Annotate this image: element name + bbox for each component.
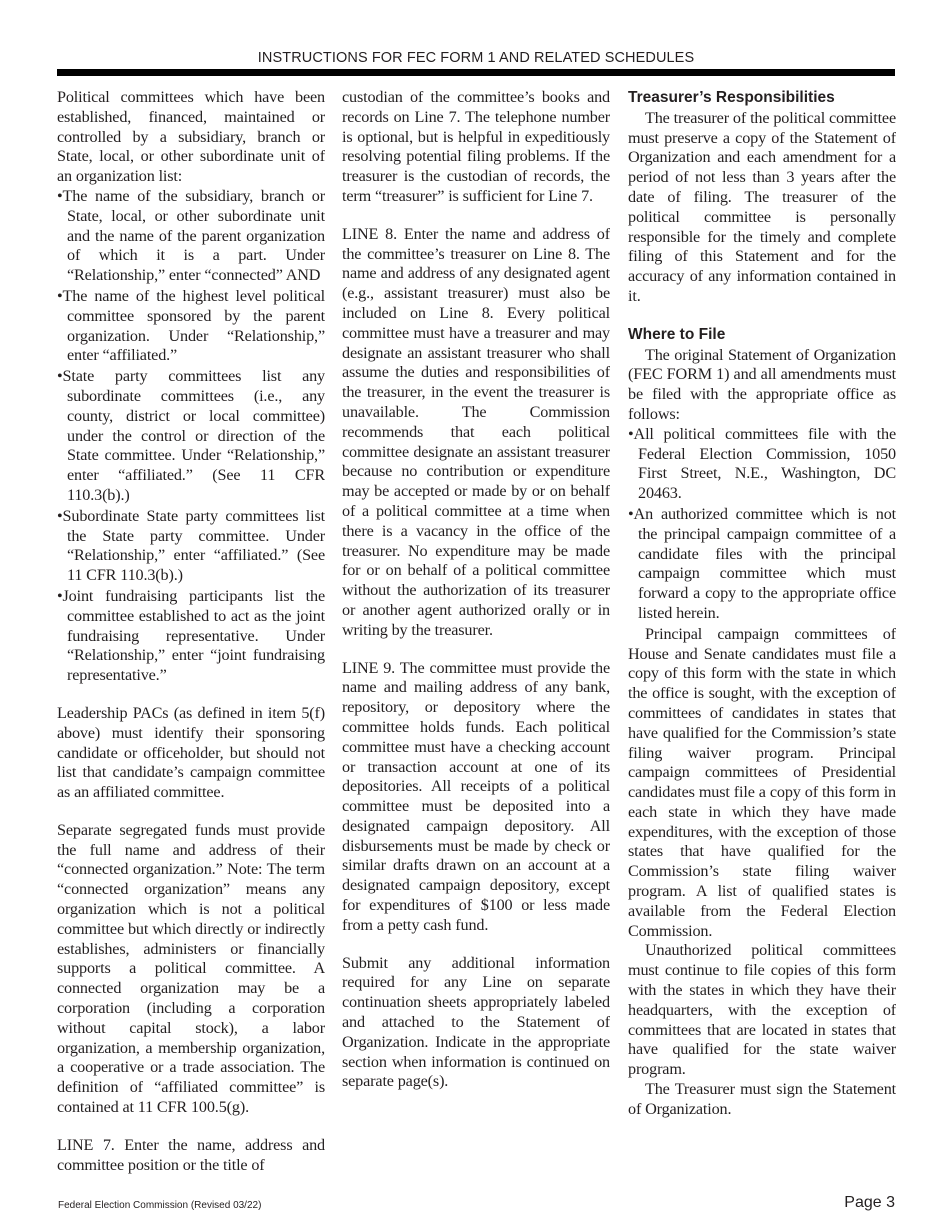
section-heading: Treasurer’s Responsibilities	[628, 89, 835, 106]
list-item: • All political committees file with the Federal Election Commission, 1050 First Street, N.E., Washington, DC 20463.	[628, 425, 896, 504]
footer-publisher: Federal Election Commission (Revised 03/22)	[58, 1200, 262, 1211]
list-item: • The name of the highest level political committee sponsored by the parent organization. Under “Relationship,” enter “affiliated.”	[57, 287, 325, 366]
list-item: • State party committees list any subordinate committees (i.e., any county, district or local committee) under the control or direction of the State committee. Under “Relationship,” enter “affiliated.” (See 11 CFR 110.3(b).)	[57, 367, 325, 506]
section-heading: Where to File	[628, 325, 726, 343]
header-rule	[57, 69, 895, 76]
column-3	[628, 88, 896, 1120]
paragraph: Principal campaign committees of House and Senate candidates must file a copy of this form with the state in which the office is sought, with the exception of committees of candidates in states that have qualified for the Commission’s state filing waiver program. Principal campaign committees of Presidential candidates must file a copy of this form in each state in which they have made expenditures, with the exception of those states that have qualified for the Commission’s state filing waiver program. A list of qualified states is available from the Federal Election Commission.	[628, 624, 896, 940]
paragraph: The treasurer of the political committee must preserve a copy of the Statement of Organization and each amendment for a period of not less than 3 years after the date of filing. The treasurer of the political committee is personally responsible for the timely and complete filing of this Statement and for the accuracy of any information contained in it.	[628, 108, 896, 305]
paragraph: Political committees which have been established, financed, maintained or controlled by a subsidiary, branch or State, local, or other subordinate unit of an organization list:	[57, 88, 325, 186]
paragraph: LINE 8. Enter the name and address of the committee’s treasurer on Line 8. The name and address of any designated agent (e.g., assistant treasurer) must also be included on Line 8. Every political committee must have a treasurer and may designate an assistant treasurer who shall assume the duties and responsibilities of the treasurer, in the event the treasurer is unavailable. The Commission recommends that each political committee designate an assistant treasurer because no contribution or expenditure may be accepted or made by or on behalf of a political committee at a time when there is a vacancy in the office of the treasurer. No expenditure may be made for or on behalf of a political committee without the authorization of its treasurer or another agent authorized orally or in writing by the treasurer.	[342, 224, 610, 639]
paragraph: The Treasurer must sign the Statement of Organization.	[628, 1080, 896, 1118]
list-item: • The name of the subsidiary, branch or State, local, or other subordinate unit and the name of the parent organization of which it is a part. Under “Relationship,” enter “connected” AND	[57, 187, 325, 286]
bullet-list	[57, 187, 325, 686]
column-1	[57, 88, 325, 1182]
paragraph: LINE 7. Enter the name, address and committee position or the title of	[57, 1135, 325, 1174]
paragraph: Separate segregated funds must provide the full name and address of their “connected organization.” Note: The term “connected organization” means any organization which is not a political committee but which directly or indirectly establishes, administers or financially supports a political committee. A connected organization may be a corporation (including a corporation without capital stock), a labor organization, a membership organization, a cooperative or a trade association. The definition of “affiliated committee” is contained at 11 CFR 100.5(g).	[57, 820, 325, 1117]
list-item: • Joint fundraising participants list the committee established to act as the joint fundraising representative. Under “Relationship,” enter “joint fundraising representative.”	[57, 587, 325, 686]
page-header-title: INSTRUCTIONS FOR FEC FORM 1 AND RELATED SCHEDULES	[257, 50, 695, 66]
list-item: • An authorized committee which is not the principal campaign committee of a candidate files with the principal campaign committee which must forward a copy to the appropriate office listed herein.	[628, 505, 896, 624]
list-item: • Subordinate State party committees list the State party committee. Under “Relationship,” enter “affiliated.” (See 11 CFR 110.3(b).)	[57, 507, 325, 586]
paragraph: Leadership PACs (as defined in item 5(f) above) must identify their sponsoring candidate or officeholder, but should not list that candidate’s campaign committee as an affiliated committee.	[57, 703, 325, 802]
page-number: Page 3	[844, 1194, 895, 1211]
bullet-list	[628, 425, 896, 624]
paragraph: Unauthorized political committees must continue to file copies of this form with the states in which they have their headquarters, with the exception of committees that are located in states that have qualified for the state waiver program.	[628, 941, 896, 1079]
column-2	[342, 88, 610, 1110]
paragraph: LINE 9. The committee must provide the name and mailing address of any bank, repository, or depository where the committee holds funds. Each political committee must have a checking account or transaction account at one of its depositories. All receipts of a political committee must be deposited into a designated campaign depository. All disbursements must be made by check or similar drafts drawn on an account at a designated campaign depository, except for expenditures of $100 or less made from a petty cash fund.	[342, 658, 610, 934]
paragraph: custodian of the committee’s books and records on Line 7. The telephone number is optional, but is helpful in expeditiously resolving potential filing problems. If the treasurer is the custodian of records, the term “treasurer” is sufficient for Line 7.	[342, 88, 610, 205]
paragraph: Submit any additional information required for any Line on separate continuation sheets appropriately labeled and attached to the Statement of Organization. Indicate in the appropriate section when information is continued on separate page(s).	[342, 953, 610, 1091]
paragraph: The original Statement of Organization (FEC FORM 1) and all amendments must be filed with the appropriate office as follows:	[628, 345, 896, 423]
